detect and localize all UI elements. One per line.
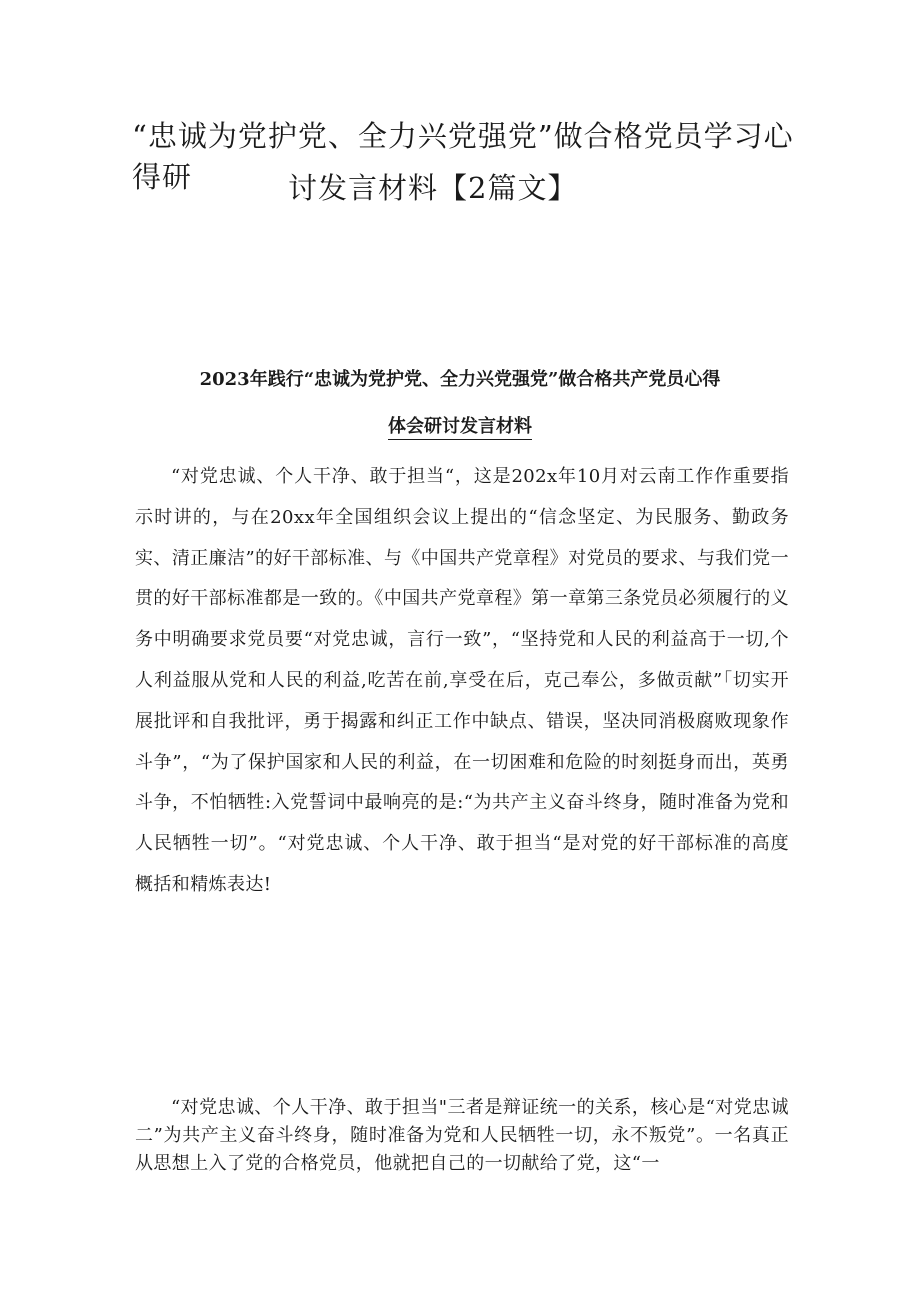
document-title-line-2: 讨发言材料【2篇文】 <box>288 171 578 205</box>
article-title-line-1: 2023年践行“忠诚为党护党、全力兴党强党”做合格共产党员心得 <box>199 369 721 390</box>
document-title-line-1: “忠诚为党护党、全力兴党强党”做合格党员学习心得研 <box>132 119 794 194</box>
article-title-line-2 <box>100 412 820 438</box>
body-paragraph-2: “对党忠诚、个人干净、敢于担当"三者是辩证统一的关系，核心是“对党忠诚二”为共产主义奋斗终身，随时准备为党和人民牺牲一切，永不叛党”。一名真正从思想上入了党的合格党员，他就把自己的一切献给了党，这“一 <box>135 1097 789 1174</box>
body-paragraph-1: “对党忠诚、个人干净、敢于担当“，这是202x年10月对云南工作作重要指示时讲的，与在20xx年全国组织会议上提出的“信念坚定、为民服务、勤政务实、清正廉洁”的好干部标准、与《中国共产党章程》对党员的要求、与我们党一贯的好干部标准都是一致的。《中国共产党章程》第一章第三条党员必须履行的义务中明确要求党员要“对党忠诚，言行一致”，“坚持党和人民的利益高于一切,个人利益服从党和人民的利益,吃苦在前,享受在后，克己奉公，多做贡献”「切实开展批评和自我批评，勇于揭露和纠正工作中缺点、错误，坚决同消极腐败现象作斗争”，“为了保护国家和人民的利益，在一切困难和危险的时刻挺身而出，英勇斗争，不怕牺牲:入党誓词中最响亮的是:“为共产主义奋斗终身，随时准备为党和人民牺牲一切”。“对党忠诚、个人干净、敢于担当“是对党的好干部标准的高度概括和精炼表达! <box>135 466 789 895</box>
article-title-line-2-text: 体会研讨发言材料 <box>388 416 532 440</box>
